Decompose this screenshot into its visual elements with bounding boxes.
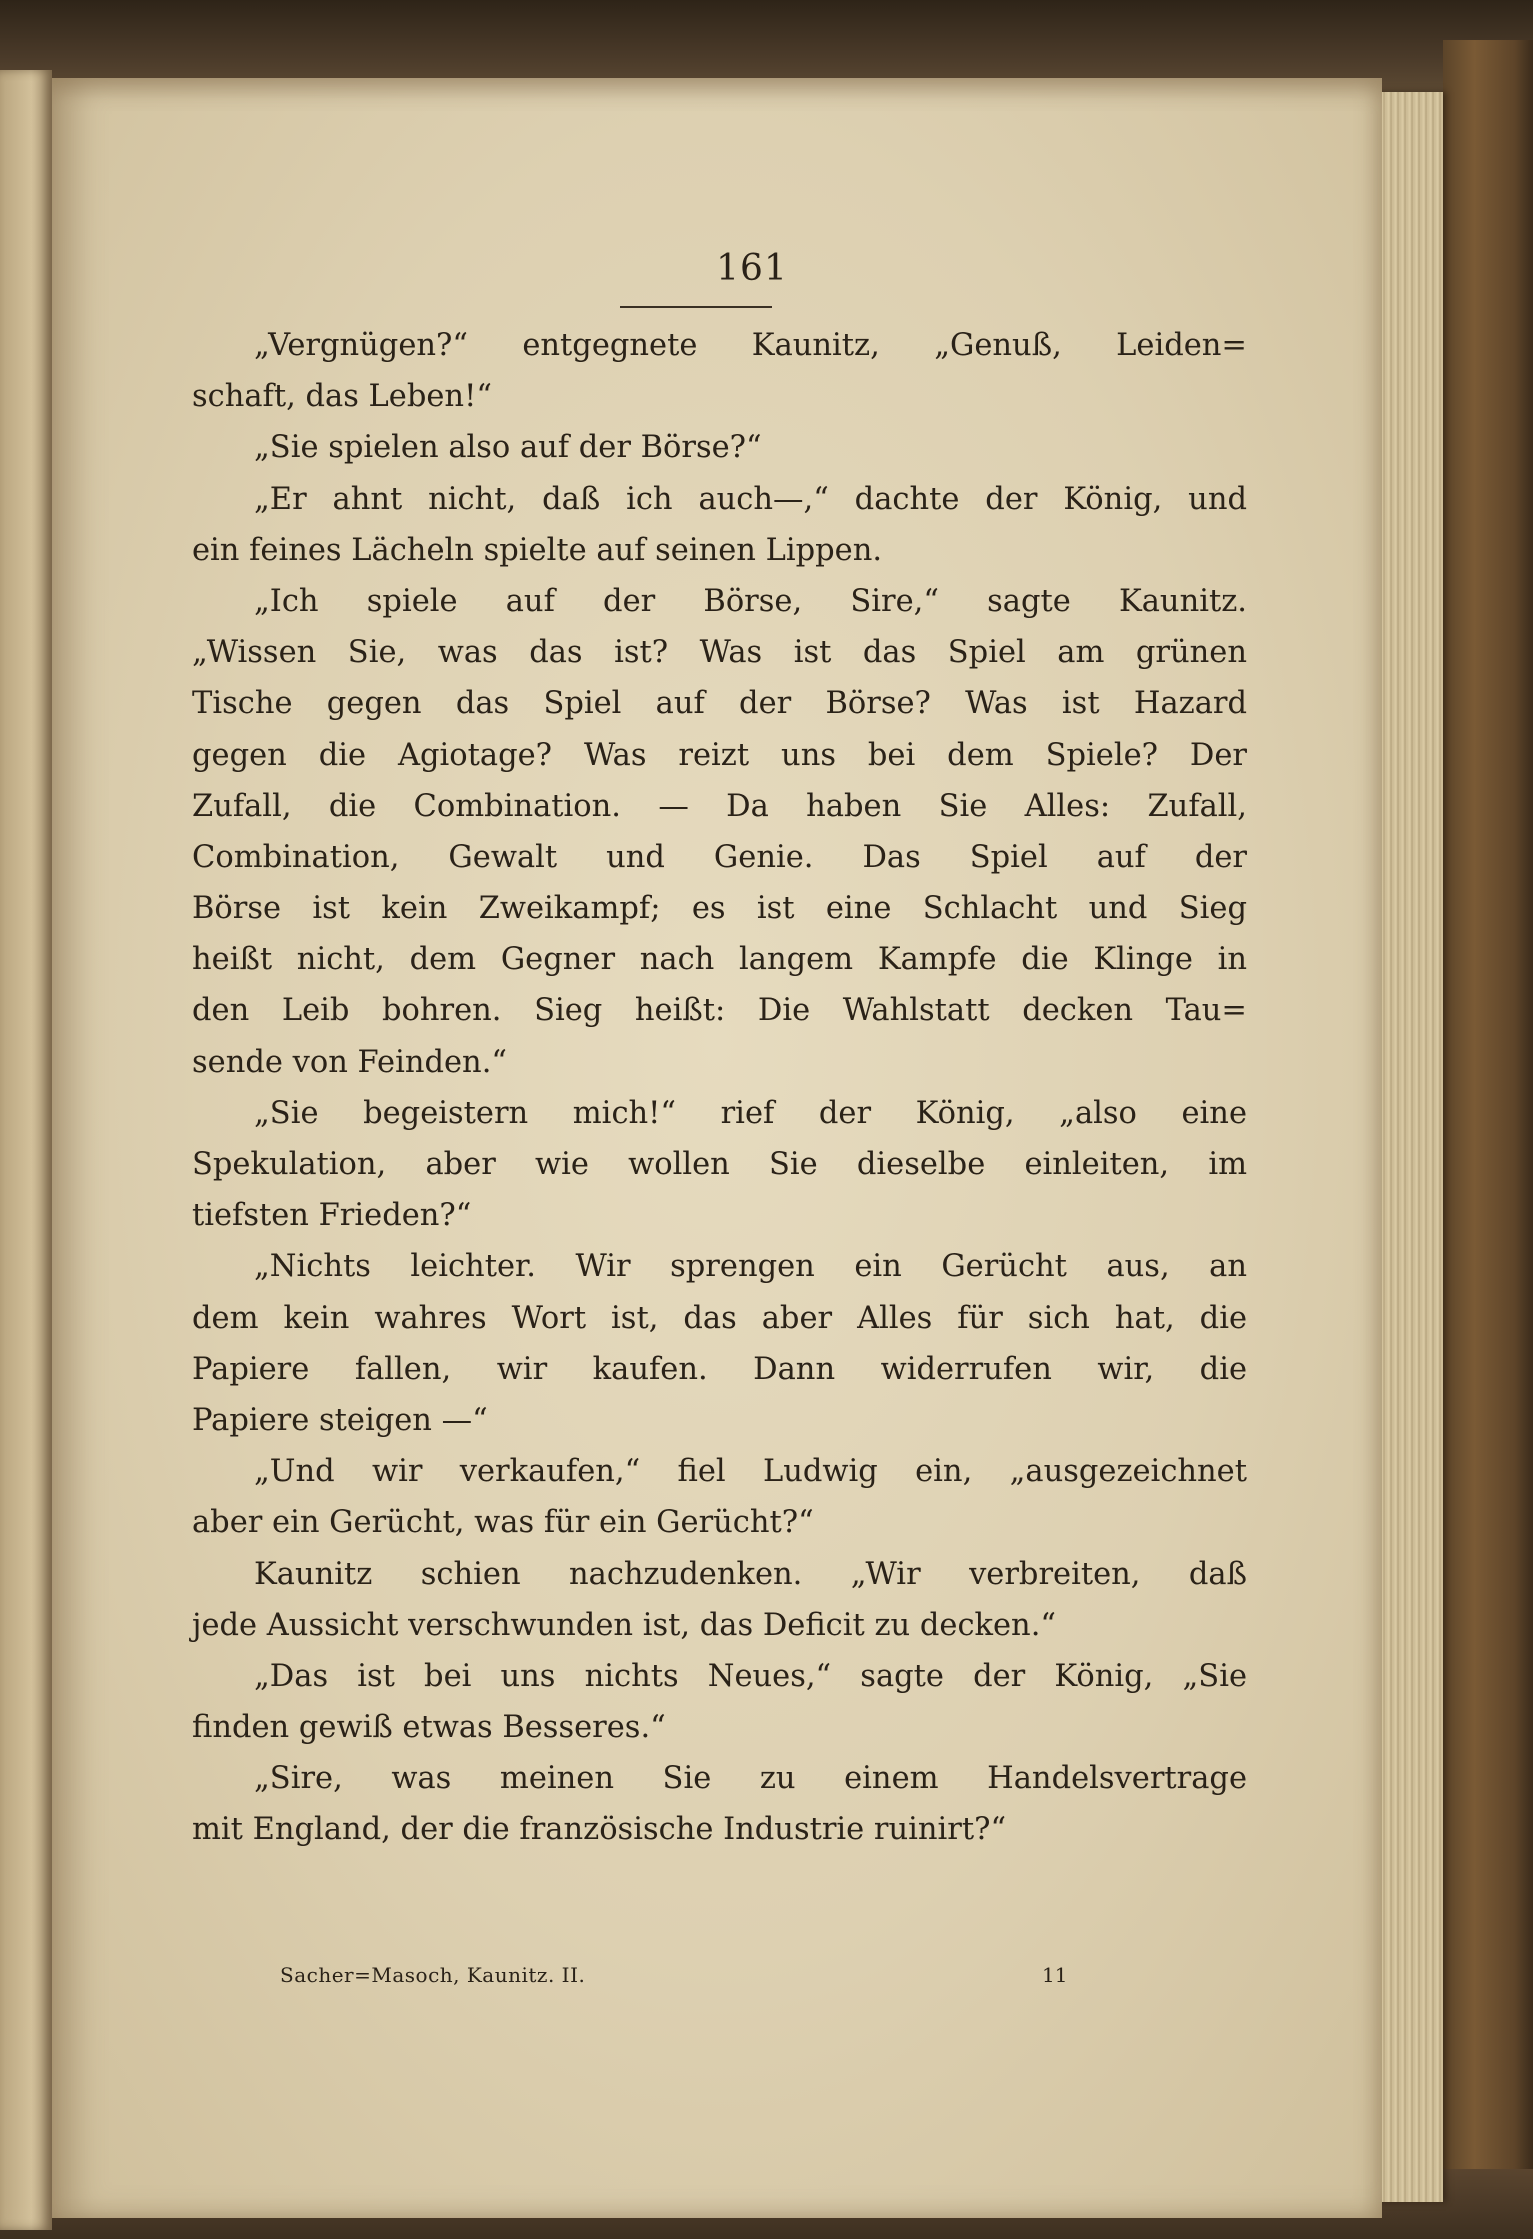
text-line: sende von Feinden.“ (192, 1044, 507, 1080)
text-line: tiefsten Frieden?“ (192, 1198, 472, 1234)
text-line: mit England, der die französische Industrie ruinirt?“ (192, 1812, 1007, 1848)
text-line: heißt nicht, dem Gegner nach langem Kampfe die Klinge in (192, 942, 1247, 978)
text-line: Papiere steigen —“ (192, 1402, 488, 1438)
text-line: ein feines Lächeln spielte auf seinen Lippen. (192, 532, 883, 568)
text-line: „Nichts leichter. Wir sprengen ein Gerücht aus, an (254, 1249, 1247, 1285)
text-line: finden gewiß etwas Besseres.“ (192, 1710, 666, 1746)
text-line: „Und wir verkaufen,“ fiel Ludwig ein, „ausgezeichnet (254, 1454, 1247, 1490)
text-line: „Vergnügen?“ entgegnete Kaunitz, „Genuß, Leiden= (254, 328, 1247, 363)
text-line: Kaunitz schien nachzudenken. „Wir verbreiten, daß (254, 1556, 1247, 1592)
text-line: „Das ist bei uns nichts Neues,“ sagte der König, „Sie (254, 1658, 1247, 1694)
text-line: „Wissen Sie, was das ist? Was ist das Spiel am grünen (192, 635, 1247, 671)
text-line: Papiere fallen, wir kaufen. Dann widerrufen wir, die (192, 1351, 1247, 1387)
body-text (192, 320, 1247, 1856)
text-line: Spekulation, aber wie wollen Sie dieselbe einleiten, im (192, 1147, 1247, 1182)
text-line: „Sire, was meinen Sie zu einem Handelsvertrage (254, 1761, 1247, 1797)
text-line: „Sie spielen also auf der Börse?“ (254, 430, 762, 466)
page-number: 161 (716, 248, 788, 289)
text-line: Combination, Gewalt und Genie. Das Spiel auf der (192, 839, 1247, 875)
text-line: Börse ist kein Zweikampf; es ist eine Schlacht und Sieg (192, 891, 1247, 927)
page-number-rule (620, 306, 772, 308)
text-line: „Ich spiele auf der Börse, Sire,“ sagte Kaunitz. (254, 583, 1247, 619)
book-page (52, 78, 1382, 2218)
text-line: Tische gegen das Spiel auf der Börse? Was ist Hazard (192, 686, 1247, 722)
previous-page-edge (0, 70, 52, 2230)
text-line: den Leib bohren. Sieg heißt: Die Wahlstatt decken Tau= (192, 993, 1247, 1029)
cover-right-edge (1443, 40, 1533, 2239)
text-line: Zufall, die Combination. — Da haben Sie Alles: Zufall, (192, 788, 1247, 824)
text-line: jede Aussicht verschwunden ist, das Deficit zu decken.“ (192, 1607, 1056, 1643)
text-line: gegen die Agiotage? Was reizt uns bei dem Spiele? Der (192, 737, 1247, 773)
text-line: aber ein Gerücht, was für ein Gerücht?“ (192, 1505, 814, 1541)
signature-mark: 11 (1042, 1963, 1068, 1987)
text-line: „Sie begeistern mich!“ rief der König, „also eine (254, 1095, 1247, 1131)
text-line: „Er ahnt nicht, daß ich auch—,“ dachte der König, und (254, 481, 1247, 517)
text-line: schaft, das Leben!“ (192, 379, 492, 415)
text-line: dem kein wahres Wort ist, das aber Alles für sich hat, die (192, 1300, 1247, 1336)
signature-line: Sacher=Masoch, Kaunitz. II. (280, 1963, 586, 1987)
